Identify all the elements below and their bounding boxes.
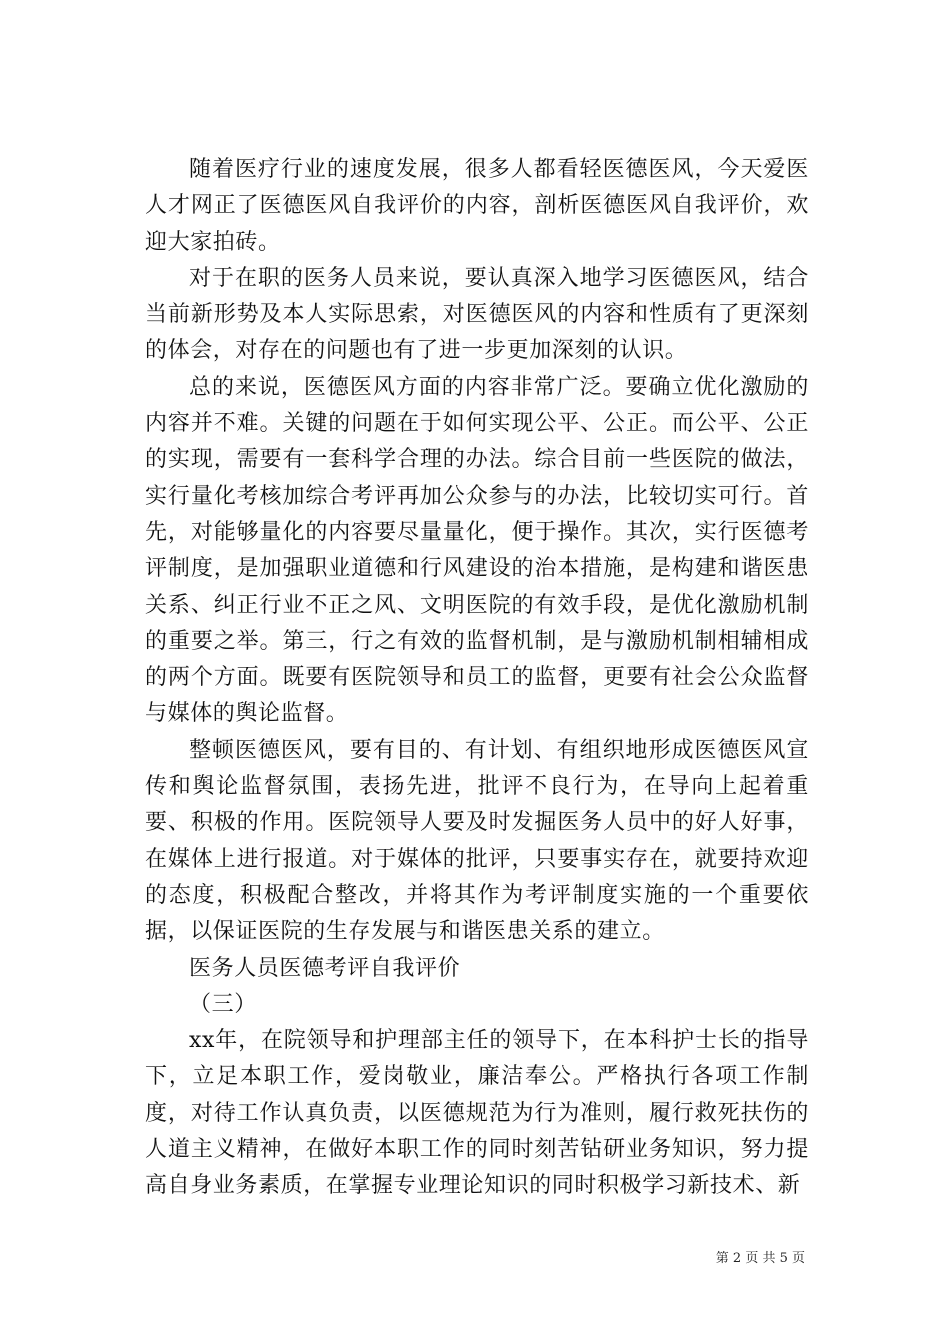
page-number-footer: 第 2 页 共 5 页 <box>715 1251 805 1266</box>
paragraph-rectification: 整顿医德医风，要有目的、有计划、有组织地形成医德医风宣传和舆论监督氛围，表扬先进，批评不良行为，在导向上起着重要、积极的作用。医院领导人要及时发掘医务人员中的好人好事，在媒体上进行报道。对于媒体的批评，只要事实存在，就要持欢迎的态度，积极配合整改，并将其作为考评制度实施的一个重要依据，以保证医院的生存发展与和谐医患关系的建立。 <box>145 737 809 945</box>
paragraph-intro: 随着医疗行业的速度发展，很多人都看轻医德医风，今天爱医人才网正了医德医风自我评价的内容，剖析医德医风自我评价，欢迎大家拍砖。 <box>145 157 809 255</box>
paragraph-study: 对于在职的医务人员来说，要认真深入地学习医德医风，结合当前新形势及本人实际思索，对医德医风的内容和性质有了更深刻的体会，对存在的问题也有了进一步更加深刻的认识。 <box>145 265 809 364</box>
paragraph-incentive: 总的来说，医德医风方面的内容非常广泛。要确立优化激励的内容并不难。关键的问题在于如何实现公平、公正。而公平、公正的实现，需要有一套科学合理的办法。综合目前一些医院的做法，实行量化考核加综合考评再加公众参与的办法，比较切实可行。首先，对能够量化的内容要尽量量化，便于操作。其次，实行医德考评制度，是加强职业道德和行风建设的治本措施，是构建和谐医患关系、纠正行业不正之风、文明医院的有效手段，是优化激励机制的重要之举。第三，行之有效的监督机制，是与激励机制相辅相成的两个方面。既要有医院领导和员工的监督，更要有社会公众监督与媒体的舆论监督。 <box>145 374 809 727</box>
section-number: （三） <box>189 991 257 1017</box>
document-body <box>145 152 809 1205</box>
section-title: 医务人员医德考评自我评价 <box>189 955 461 981</box>
paragraph-self-evaluation: xx年，在院领导和护理部主任的领导下，在本科护士长的指导下，立足本职工作，爱岗敬业，廉洁奉公。严格执行各项工作制度，对待工作认真负责，以医德规范为行为准则，履行救死扶伤的人道主义精神，在做好本职工作的同时刻苦钻研业务知识，努力提高自身业务素质，在掌握专业理论知识的同时积极学习新技术、新 <box>145 1028 809 1199</box>
